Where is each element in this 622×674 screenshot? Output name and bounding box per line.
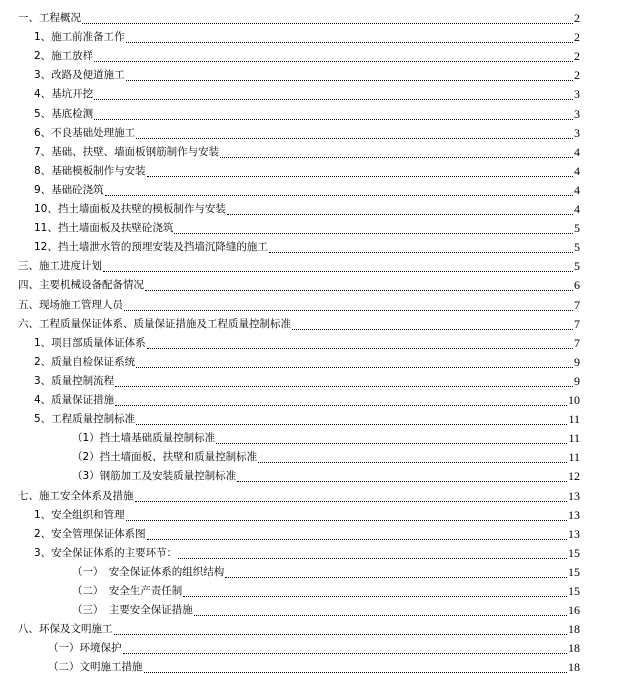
- toc-entry[interactable]: [18, 6, 580, 25]
- toc-entry[interactable]: [18, 254, 580, 273]
- toc-dot-leader: [147, 347, 573, 349]
- toc-entry[interactable]: [34, 140, 580, 159]
- toc-entry[interactable]: [34, 121, 580, 140]
- toc-page-number: 13: [568, 507, 580, 522]
- toc-entry[interactable]: [34, 541, 580, 560]
- toc-dot-leader: [82, 22, 573, 24]
- toc-entry[interactable]: [18, 293, 580, 312]
- toc-entry-title: 2、安全管理保证体系图: [34, 527, 146, 540]
- toc-dot-leader: [269, 251, 573, 253]
- toc-entry[interactable]: [34, 102, 580, 121]
- toc-page-number: 4: [574, 144, 580, 159]
- toc-entry-title: 4、质量保证措施: [34, 394, 115, 406]
- toc-dot-leader: [94, 118, 573, 120]
- toc-entry-title: 1、项目部质量体证体系: [34, 336, 146, 349]
- toc-page-number: 15: [568, 584, 580, 598]
- toc-entry[interactable]: [18, 312, 580, 331]
- toc-entry[interactable]: [72, 426, 580, 445]
- toc-entry-title: 9、基础砼浇筑: [34, 183, 104, 196]
- toc-entry[interactable]: [34, 388, 580, 407]
- toc-page-number: 9: [574, 373, 580, 388]
- toc-page-number: 7: [574, 297, 580, 312]
- toc-entry[interactable]: [72, 464, 580, 483]
- toc-entry-title: （一）环境保护: [48, 642, 122, 655]
- toc-entry-title: （二） 安全生产责任制: [72, 585, 183, 597]
- toc-entry[interactable]: [34, 82, 580, 101]
- toc-page-number: 16: [568, 603, 580, 618]
- toc-entry[interactable]: [34, 25, 580, 44]
- toc-entry[interactable]: [34, 44, 580, 63]
- toc-page-number: 7: [574, 335, 580, 350]
- toc-page-number: 11: [568, 450, 580, 465]
- toc-page-number: 6: [574, 278, 580, 293]
- toc-entry-title: （2）挡土墙面板、扶壁和质量控制标准: [72, 451, 258, 464]
- toc-entry[interactable]: [18, 273, 580, 292]
- toc-page-number: 5: [574, 240, 580, 255]
- toc-dot-leader: [225, 576, 567, 578]
- toc-entry-title: 7、基础、扶壁、墙面板钢筋制作与安装: [34, 145, 220, 158]
- toc-dot-leader: [237, 480, 567, 482]
- toc-entry[interactable]: [34, 159, 580, 178]
- toc-page-number: 4: [574, 182, 580, 197]
- toc-dot-leader: [115, 385, 573, 387]
- toc-dot-leader: [105, 194, 573, 196]
- toc-page-number: 10: [568, 393, 580, 407]
- toc-dot-leader: [135, 500, 568, 502]
- toc-page-number: 12: [568, 469, 580, 484]
- toc-entry[interactable]: [48, 636, 580, 655]
- toc-entry-title: 2、质量自检保证系统: [34, 355, 136, 368]
- toc-entry[interactable]: [72, 598, 580, 617]
- toc-dot-leader: [94, 98, 573, 100]
- toc-page-number: 18: [568, 641, 580, 656]
- toc-dot-leader: [145, 289, 573, 291]
- toc-entry-title: 10、挡土墙面板及扶壁的模板制作与安装: [34, 203, 226, 215]
- toc-dot-leader: [136, 137, 573, 139]
- toc-page-number: 2: [574, 30, 580, 45]
- toc-page-number: 3: [574, 106, 580, 121]
- toc-entry[interactable]: [34, 350, 580, 369]
- toc-dot-leader: [126, 41, 573, 43]
- toc-dot-leader: [144, 671, 568, 673]
- toc-dot-leader: [227, 213, 573, 215]
- toc-page-number: 13: [568, 526, 580, 541]
- toc-page-number: 3: [574, 125, 580, 140]
- toc-dot-leader: [136, 366, 573, 368]
- toc-entry-title: 1、施工前准备工作: [34, 31, 125, 44]
- toc-page-number: 15: [568, 564, 580, 579]
- toc-entry[interactable]: [34, 369, 580, 388]
- toc-entry[interactable]: [34, 63, 580, 82]
- toc-page-number: 2: [574, 11, 580, 25]
- toc-dot-leader: [126, 79, 573, 81]
- toc-entry-title: （三） 主要安全保证措施: [72, 604, 193, 617]
- toc-page-number: 9: [574, 354, 580, 369]
- toc-entry[interactable]: [34, 235, 580, 254]
- toc-entry-title: 11、挡土墙面板及扶壁砼浇筑: [34, 222, 174, 235]
- toc-page-number: 5: [574, 259, 580, 274]
- toc-entry[interactable]: [34, 216, 580, 235]
- toc-entry-title: 12、挡土墙泄水管的预埋安装及挡墙沉降缝的施工: [34, 241, 268, 254]
- toc-dot-leader: [220, 156, 573, 158]
- toc-entry-title: 一、工程概况: [18, 12, 81, 24]
- toc-entry-title: 8、基础模板制作与安装: [34, 164, 146, 177]
- toc-entry-title: 五、现场施工管理人员: [18, 298, 123, 311]
- toc-entry[interactable]: [34, 331, 580, 350]
- toc-entry[interactable]: [34, 197, 580, 216]
- toc-entry-title: （1）挡土墙基础质量控制标准: [72, 432, 216, 445]
- toc-entry-title: 3、改路及便道施工: [34, 69, 125, 82]
- toc-entry[interactable]: [34, 407, 580, 426]
- toc-entry-title: 3、安全保证体系的主要环节：: [34, 546, 178, 559]
- toc-entry[interactable]: [18, 484, 580, 503]
- toc-entry[interactable]: [72, 560, 580, 579]
- toc-entry[interactable]: [34, 522, 580, 541]
- toc-page-number: 18: [568, 622, 580, 637]
- toc-dot-leader: [147, 538, 567, 540]
- toc-page-number: 18: [568, 660, 580, 674]
- toc-entry-title: （二）文明施工措施: [48, 661, 143, 674]
- toc-page-number: 4: [574, 163, 580, 178]
- toc-entry-title: 5、工程质量控制标准: [34, 413, 136, 426]
- toc-entry-title: 5、基底检测: [34, 107, 94, 120]
- toc-dot-leader: [136, 423, 567, 425]
- toc-dot-leader: [115, 404, 567, 406]
- toc-entry[interactable]: [48, 655, 580, 674]
- toc-entry-title: 6、不良基础处理施工: [34, 126, 136, 139]
- toc-dot-leader: [124, 309, 573, 311]
- toc-entry[interactable]: [72, 445, 580, 464]
- toc-dot-leader: [194, 614, 567, 616]
- toc-dot-leader: [216, 442, 567, 444]
- toc-entry-title: 1、安全组织和管理: [34, 508, 125, 521]
- toc-entry-title: 2、施工放样: [34, 50, 94, 63]
- toc-page-number: 13: [568, 488, 580, 503]
- toc-page-number: 2: [574, 49, 580, 64]
- toc-page-number: 5: [574, 221, 580, 236]
- toc-dot-leader: [183, 595, 567, 597]
- toc-entry-title: 六、工程质量保证体系、质量保证措施及工程质量控制标准: [18, 317, 291, 330]
- toc-dot-leader: [114, 633, 568, 635]
- toc-entry-title: （一） 安全保证体系的组织结构: [72, 565, 225, 578]
- toc-page-number: 15: [568, 545, 580, 560]
- toc-dot-leader: [258, 461, 567, 463]
- toc-dot-leader: [94, 60, 573, 62]
- toc-dot-leader: [174, 232, 573, 234]
- toc-entry-title: 三、施工进度计划: [18, 260, 102, 273]
- toc-entry-title: 四、主要机械设备配备情况: [18, 279, 144, 292]
- toc-entry-title: 4、基坑开挖: [34, 88, 94, 101]
- toc-entry[interactable]: [18, 617, 580, 636]
- toc-entry-title: 八、环保及文明施工: [18, 623, 113, 636]
- toc-page-number: 2: [574, 68, 580, 83]
- toc-dot-leader: [103, 270, 573, 272]
- toc-entry[interactable]: [34, 503, 580, 522]
- toc-page-number: 11: [568, 412, 580, 427]
- toc-entry-title: 七、施工安全体系及措施: [18, 489, 134, 502]
- toc-page-number: 3: [574, 87, 580, 102]
- toc-dot-leader: [178, 557, 567, 559]
- toc-dot-leader: [126, 519, 567, 521]
- toc-dot-leader: [147, 175, 573, 177]
- toc-page-number: 4: [574, 202, 580, 216]
- toc-dot-leader: [292, 328, 573, 330]
- toc-page-number: 11: [568, 431, 580, 446]
- toc-entry-title: 3、质量控制流程: [34, 374, 115, 387]
- toc-page-number: 7: [574, 316, 580, 331]
- toc-entry[interactable]: [34, 178, 580, 197]
- toc-entry-title: （3）钢筋加工及安装质量控制标准: [72, 470, 237, 483]
- toc-dot-leader: [123, 652, 568, 654]
- toc-entry[interactable]: [72, 579, 580, 598]
